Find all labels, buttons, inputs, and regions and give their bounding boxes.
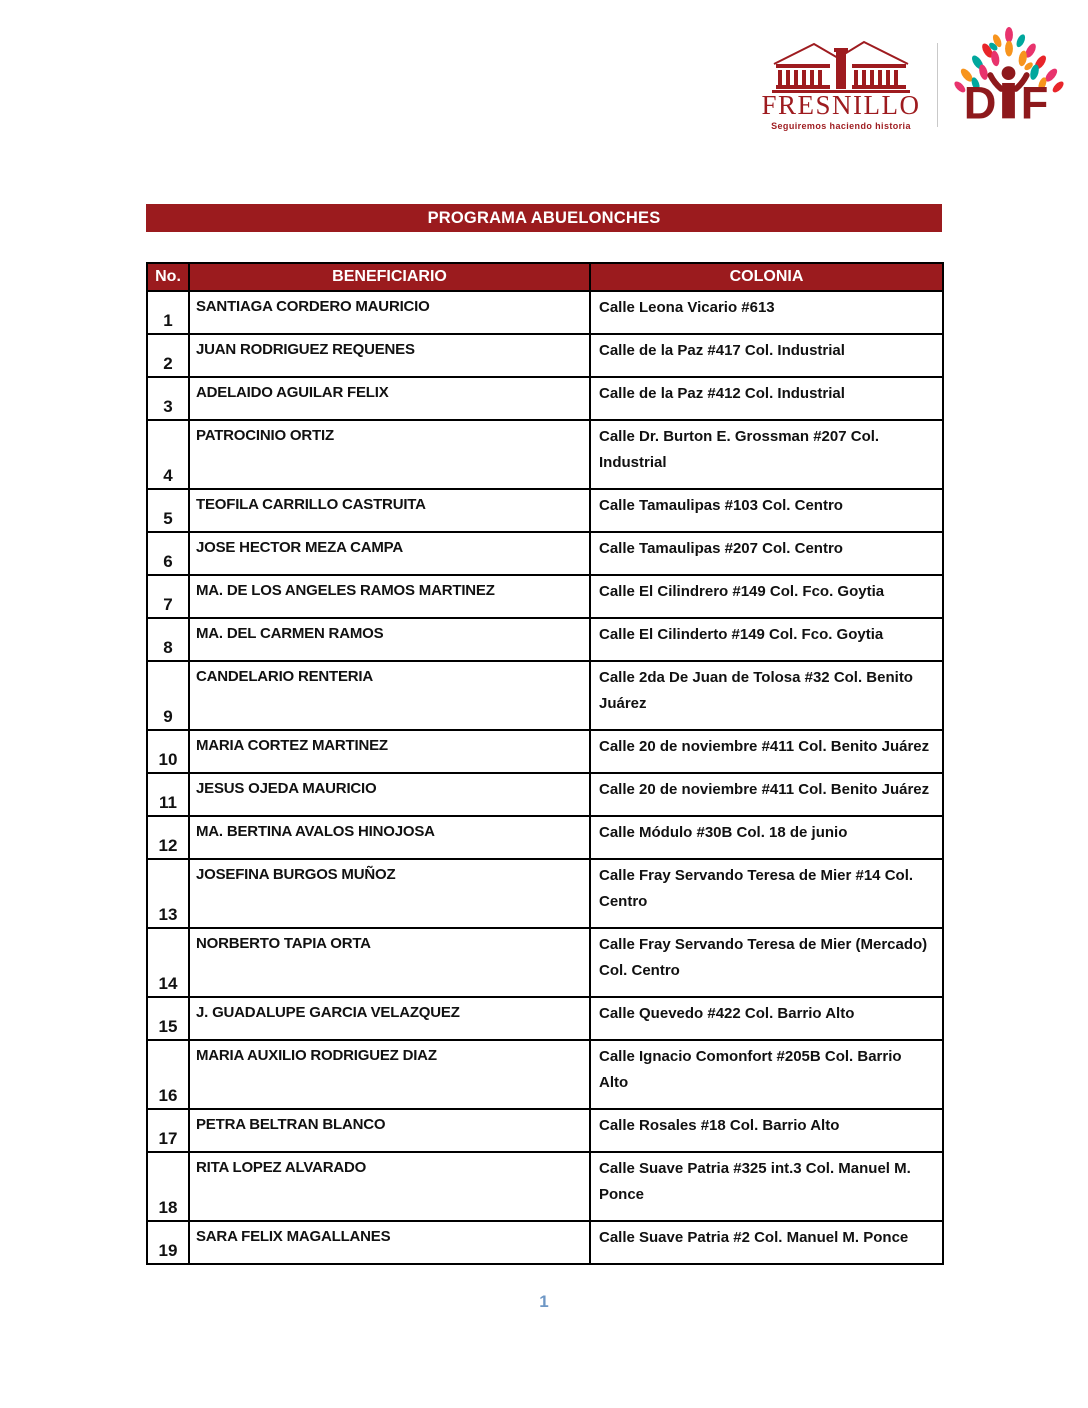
colonia-cell: Calle Rosales #18 Col. Barrio Alto xyxy=(590,1109,943,1152)
row-number: 13 xyxy=(147,859,189,928)
beneficiario-cell: MA. DE LOS ANGELES RAMOS MARTINEZ xyxy=(189,575,590,618)
table-row xyxy=(147,1040,943,1109)
beneficiario-cell: NORBERTO TAPIA ORTA xyxy=(189,928,590,997)
beneficiario-cell: ADELAIDO AGUILAR FELIX xyxy=(189,377,590,420)
table-body xyxy=(147,291,943,1264)
beneficiario-cell: MARIA AUXILIO RODRIGUEZ DIAZ xyxy=(189,1040,590,1109)
colonia-cell: Calle de la Paz #417 Col. Industrial xyxy=(590,334,943,377)
beneficiario-cell: J. GUADALUPE GARCIA VELAZQUEZ xyxy=(189,997,590,1040)
beneficiario-cell: JESUS OJEDA MAURICIO xyxy=(189,773,590,816)
colonia-cell: Calle Suave Patria #325 int.3 Col. Manuel M. Ponce xyxy=(590,1152,943,1221)
column-header-no: No. xyxy=(147,263,189,291)
page-title: PROGRAMA ABUELONCHES xyxy=(146,204,942,232)
beneficiario-cell: PETRA BELTRAN BLANCO xyxy=(189,1109,590,1152)
beneficiario-cell: SANTIAGA CORDERO MAURICIO xyxy=(189,291,590,334)
colonia-cell: Calle Tamaulipas #207 Col. Centro xyxy=(590,532,943,575)
colonia-cell: Calle 20 de noviembre #411 Col. Benito Juárez xyxy=(590,730,943,773)
table-row xyxy=(147,575,943,618)
row-number: 9 xyxy=(147,661,189,730)
row-number: 5 xyxy=(147,489,189,532)
colonia-cell: Calle Fray Servando Teresa de Mier #14 Col. Centro xyxy=(590,859,943,928)
table-header-row xyxy=(147,263,943,291)
row-number: 11 xyxy=(147,773,189,816)
table-row xyxy=(147,661,943,730)
table-row xyxy=(147,489,943,532)
colonia-cell: Calle Fray Servando Teresa de Mier (Mercado) Col. Centro xyxy=(590,928,943,997)
column-header-beneficiario: BENEFICIARIO xyxy=(189,263,590,291)
beneficiario-cell: MA. BERTINA AVALOS HINOJOSA xyxy=(189,816,590,859)
colonia-cell: Calle El Cilindrero #149 Col. Fco. Goytia xyxy=(590,575,943,618)
beneficiario-cell: SARA FELIX MAGALLANES xyxy=(189,1221,590,1264)
colonia-cell: Calle de la Paz #412 Col. Industrial xyxy=(590,377,943,420)
row-number: 4 xyxy=(147,420,189,489)
beneficiario-cell: JUAN RODRIGUEZ REQUENES xyxy=(189,334,590,377)
beneficiario-cell: MA. DEL CARMEN RAMOS xyxy=(189,618,590,661)
row-number: 14 xyxy=(147,928,189,997)
column-header-colonia: COLONIA xyxy=(590,263,943,291)
beneficiario-cell: MARIA CORTEZ MARTINEZ xyxy=(189,730,590,773)
fresnillo-building-icon xyxy=(766,38,916,94)
beneficiario-cell: CANDELARIO RENTERIA xyxy=(189,661,590,730)
table-row xyxy=(147,816,943,859)
colonia-cell: Calle El Cilinderto #149 Col. Fco. Goytia xyxy=(590,618,943,661)
row-number: 8 xyxy=(147,618,189,661)
table-row xyxy=(147,730,943,773)
table-row xyxy=(147,291,943,334)
beneficiaries-table xyxy=(146,262,944,1265)
row-number: 18 xyxy=(147,1152,189,1221)
table-row xyxy=(147,1109,943,1152)
row-number: 12 xyxy=(147,816,189,859)
logo-header xyxy=(757,26,1068,143)
logo-divider xyxy=(937,43,938,127)
table-row xyxy=(147,377,943,420)
row-number: 16 xyxy=(147,1040,189,1109)
row-number: 3 xyxy=(147,377,189,420)
colonia-cell: Calle Módulo #30B Col. 18 de junio xyxy=(590,816,943,859)
row-number: 19 xyxy=(147,1221,189,1264)
colonia-cell: Calle Ignacio Comonfort #205B Col. Barrio Alto xyxy=(590,1040,943,1109)
table-row xyxy=(147,859,943,928)
colonia-cell: Calle Suave Patria #2 Col. Manuel M. Ponce xyxy=(590,1221,943,1264)
row-number: 15 xyxy=(147,997,189,1040)
fresnillo-tagline: Seguiremos haciendo historia xyxy=(771,121,911,131)
row-number: 2 xyxy=(147,334,189,377)
beneficiario-cell: PATROCINIO ORTIZ xyxy=(189,420,590,489)
row-number: 6 xyxy=(147,532,189,575)
table-row xyxy=(147,773,943,816)
fresnillo-logo xyxy=(757,38,925,131)
beneficiario-cell: JOSE HECTOR MEZA CAMPA xyxy=(189,532,590,575)
svg-text:F: F xyxy=(1020,77,1049,129)
table-row xyxy=(147,1152,943,1221)
table-row xyxy=(147,532,943,575)
dif-logo-icon xyxy=(950,26,1068,138)
beneficiario-cell: TEOFILA CARRILLO CASTRUITA xyxy=(189,489,590,532)
table-row xyxy=(147,420,943,489)
table-row xyxy=(147,618,943,661)
colonia-cell: Calle Quevedo #422 Col. Barrio Alto xyxy=(590,997,943,1040)
colonia-cell: Calle Tamaulipas #103 Col. Centro xyxy=(590,489,943,532)
svg-text:D: D xyxy=(963,77,997,129)
colonia-cell: Calle Dr. Burton E. Grossman #207 Col. Industrial xyxy=(590,420,943,489)
page-number: 1 xyxy=(539,1292,549,1311)
beneficiario-cell: JOSEFINA BURGOS MUÑOZ xyxy=(189,859,590,928)
table-row xyxy=(147,1221,943,1264)
table-row xyxy=(147,997,943,1040)
table-row xyxy=(147,928,943,997)
row-number: 10 xyxy=(147,730,189,773)
fresnillo-wordmark: FRESNILLO xyxy=(761,90,921,120)
row-number: 1 xyxy=(147,291,189,334)
row-number: 17 xyxy=(147,1109,189,1152)
dif-logo xyxy=(950,26,1068,143)
colonia-cell: Calle 20 de noviembre #411 Col. Benito Juárez xyxy=(590,773,943,816)
colonia-cell: Calle 2da De Juan de Tolosa #32 Col. Benito Juárez xyxy=(590,661,943,730)
beneficiario-cell: RITA LOPEZ ALVARADO xyxy=(189,1152,590,1221)
row-number: 7 xyxy=(147,575,189,618)
table-row xyxy=(147,334,943,377)
colonia-cell: Calle Leona Vicario #613 xyxy=(590,291,943,334)
